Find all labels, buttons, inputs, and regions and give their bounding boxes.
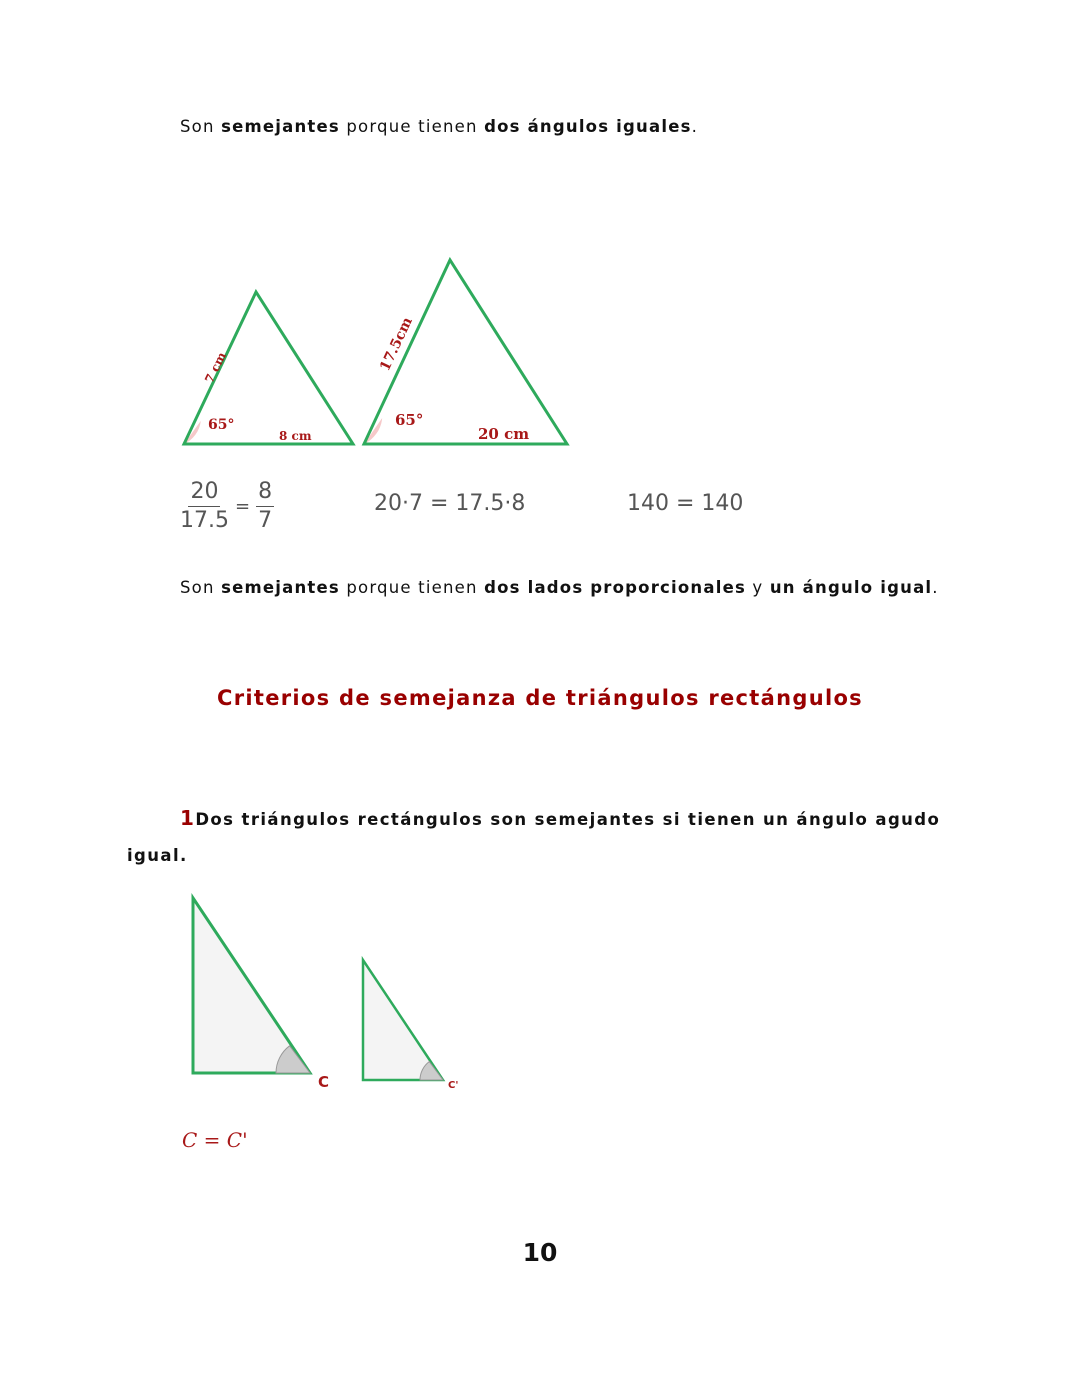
text: . [932, 578, 939, 597]
label-c-prime: C' [448, 1080, 459, 1091]
big-right-triangle [193, 898, 310, 1073]
result-equation: 140 = 140 [627, 491, 744, 516]
angle-label-small: 65° [208, 417, 235, 433]
bold-text: un ángulo igual [769, 578, 933, 597]
small-right-triangle [363, 960, 443, 1080]
text: Son [180, 117, 222, 136]
text: porque tienen [339, 578, 485, 597]
fraction-20-over-17-5 [180, 478, 229, 535]
fraction-8-over-7 [256, 478, 274, 535]
text: y [745, 578, 770, 597]
text: . [691, 117, 699, 136]
denominator: 17.5 [180, 508, 229, 533]
bold-text: semejantes [221, 578, 340, 597]
base-label-large: 20 cm [478, 425, 530, 443]
criterion-number: 1 [180, 806, 196, 830]
equals-sign: = [234, 496, 251, 517]
side-label-large: 17.5cm [377, 314, 416, 374]
similar-triangles-figure [170, 250, 590, 460]
angle-label-large: 65° [395, 411, 424, 429]
numerator: 20 [188, 478, 220, 507]
label-c: C [318, 1073, 330, 1091]
angle-equality: C = C' [182, 1128, 248, 1152]
right-triangles-figure [180, 890, 480, 1100]
base-label-small: 8 cm [279, 429, 312, 443]
proportion-equation [180, 478, 274, 535]
bold-text: dos ángulos iguales [484, 117, 692, 136]
denominator: 7 [258, 508, 273, 533]
bold-text: semejantes [221, 117, 340, 136]
numerator: 8 [256, 478, 274, 507]
side-label-small: 7 cm [202, 349, 229, 386]
text: Son [180, 578, 222, 597]
cross-product-equation: 20·7 = 17.5·8 [374, 491, 526, 516]
criterion-line-1 [180, 806, 940, 830]
criterion-line-2: igual. [127, 846, 188, 865]
page-number: 10 [522, 1238, 558, 1267]
text: porque tienen [339, 117, 485, 136]
section-heading: Criterios de semejanza de triángulos rectángulos [217, 686, 863, 710]
criterion-text: Dos triángulos rectángulos son semejantes si tienen un ángulo agudo [195, 810, 941, 829]
paragraph-angles [180, 117, 698, 136]
paragraph-sides [180, 578, 939, 597]
bold-text: dos lados proporcionales [484, 578, 746, 597]
